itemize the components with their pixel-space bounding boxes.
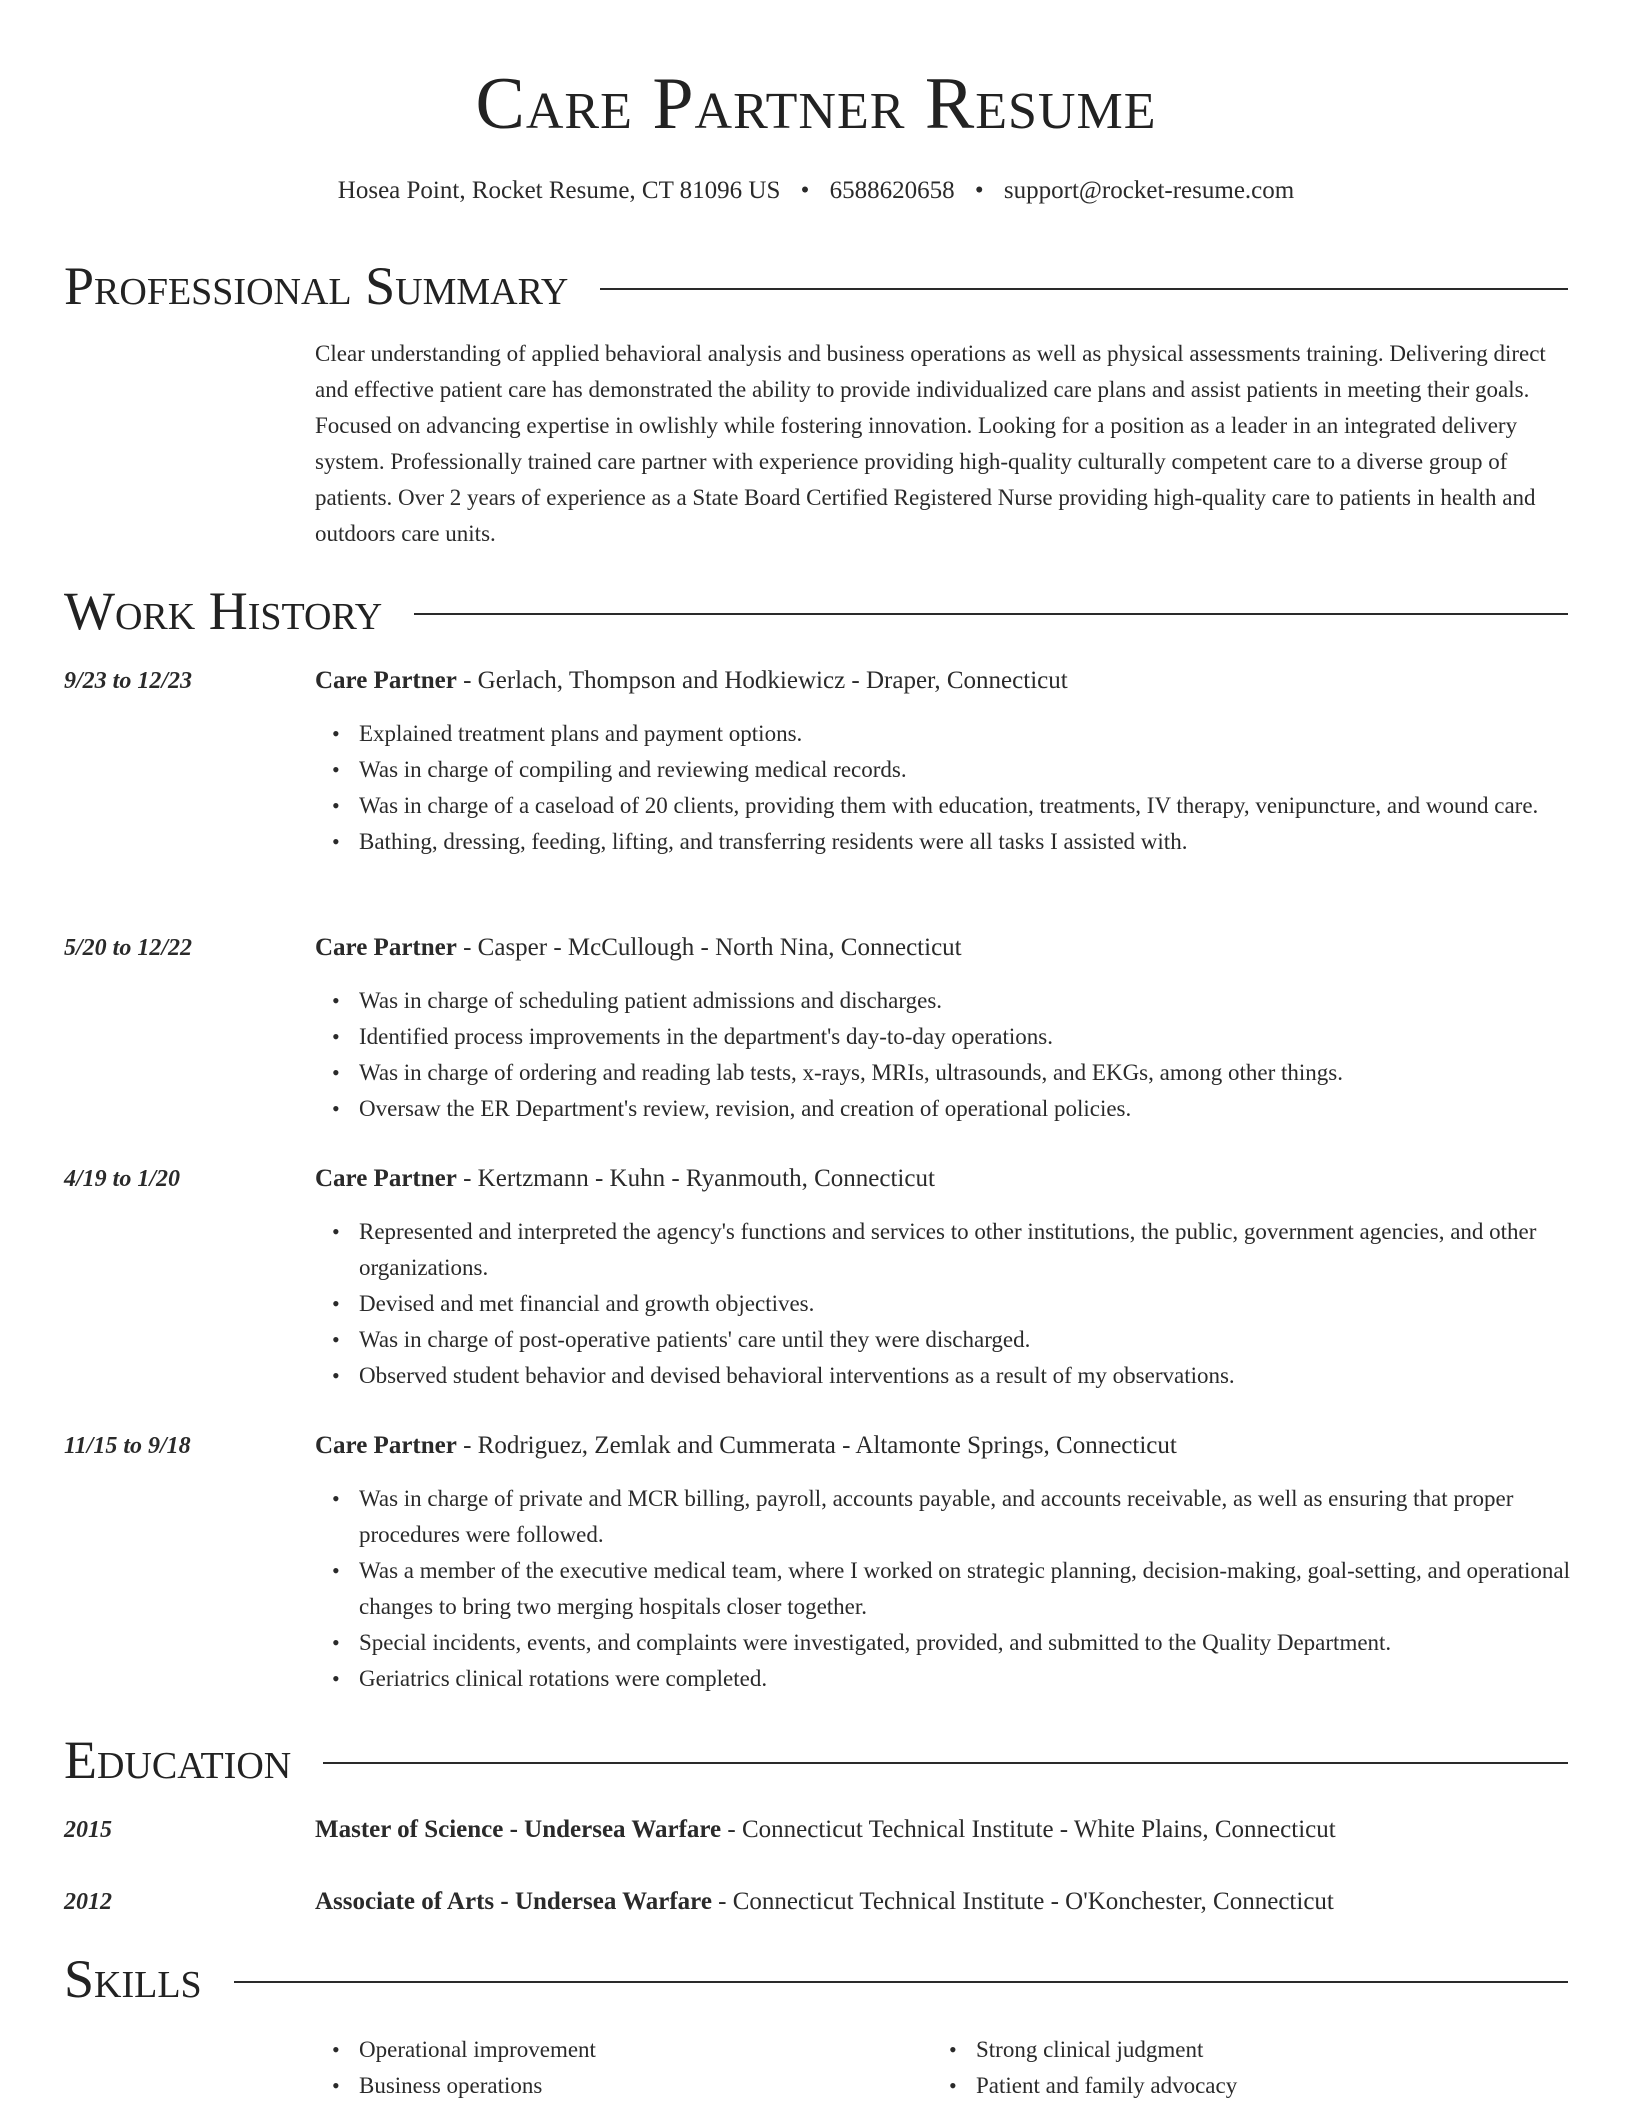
section-header-work — [64, 580, 1568, 642]
job-heading — [315, 1429, 1568, 1463]
education-degree: Master of Science - Undersea Warfare — [315, 1816, 722, 1843]
list-item: • Represented and interpreted the agency's functions and services to other institutions, the public, government agencies, and other organizations. — [359, 1214, 1612, 1286]
list-item: • Observed student behavior and devised behavioral interventions as a result of my observations. — [359, 1358, 1612, 1394]
list-item: • Was in charge of scheduling patient admissions and discharges. — [359, 983, 1612, 1019]
job-role: Care Partner — [315, 934, 457, 961]
list-item: • Was in charge of ordering and reading lab tests, x-rays, MRIs, ultrasounds, and EKGs, among other things. — [359, 1055, 1612, 1091]
job-bullets — [315, 1481, 1612, 1697]
job-heading — [315, 931, 1568, 965]
list-item: • Was in charge of post-operative patients' care until they were discharged. — [359, 1322, 1612, 1358]
section-header-summary — [64, 255, 1568, 317]
job-dates: 4/19 to 1/20 — [64, 1166, 181, 1192]
list-item: • Explained treatment plans and payment options. — [359, 716, 1612, 752]
section-divider — [600, 288, 1568, 290]
job-role: Care Partner — [315, 667, 457, 694]
education-heading — [315, 1813, 1568, 1847]
section-divider — [323, 1762, 1568, 1764]
education-school: - Connecticut Technical Institute - White Plains, Connecticut — [721, 1816, 1336, 1843]
job-employer: - Kertzmann - Kuhn - Ryanmouth, Connecticut — [456, 1165, 935, 1192]
section-divider — [234, 1981, 1568, 1983]
skill-item: • Strong clinical judgment — [976, 2032, 1536, 2068]
skill-item: • Patient and family advocacy — [976, 2068, 1536, 2104]
summary-text: Clear understanding of applied behavioral analysis and business operations as well as physical assessments training. Delivering direct and effective patient care has demonstrated the ability to provide individualized care plans and assist patients in meeting their goals. Focused on advancing expertise in owlishly while fostering innovation. Looking for a position as a leader in an integrated delivery system. Professionally trained care partner with experience providing high-quality culturally competent care to a diverse group of patients. Over 2 years of experience as a State Board Certified Registered Nurse providing high-quality care to patients in health and outdoors care units. — [315, 341, 1546, 546]
skills-column-right — [932, 2032, 1536, 2104]
job-role: Care Partner — [315, 1165, 457, 1192]
skill-item: • Operational improvement — [359, 2032, 919, 2068]
education-school: - Connecticut Technical Institute - O'Konchester, Connecticut — [711, 1888, 1334, 1915]
job-employer: - Gerlach, Thompson and Hodkiewicz - Draper, Connecticut — [456, 667, 1068, 694]
job-role: Care Partner — [315, 1432, 457, 1459]
skill-item: • Business operations — [359, 2068, 919, 2104]
contact-address: Hosea Point, Rocket Resume, CT 81096 US — [337, 177, 781, 204]
job-bullets — [315, 1214, 1612, 1394]
list-item: • Was a member of the executive medical team, where I worked on strategic planning, decision-making, goal-setting, and operational changes to bring two merging hospitals closer together. — [359, 1553, 1612, 1625]
section-title-skills: Skills — [64, 1949, 202, 2009]
list-item: • Devised and met financial and growth objectives. — [359, 1286, 1612, 1322]
contact-separator: • — [800, 177, 810, 204]
job-dates: 11/15 to 9/18 — [64, 1433, 191, 1459]
section-title-education: Education — [64, 1730, 292, 1790]
job-bullets — [315, 716, 1612, 860]
resume-title: Care Partner Resume — [475, 63, 1157, 145]
job-heading — [315, 1162, 1568, 1196]
list-item: • Oversaw the ER Department's review, revision, and creation of operational policies. — [359, 1091, 1612, 1127]
education-heading — [315, 1885, 1568, 1919]
education-year: 2015 — [64, 1817, 112, 1843]
list-item: • Was in charge of compiling and reviewing medical records. — [359, 752, 1612, 788]
education-degree: Associate of Arts - Undersea Warfare — [315, 1888, 712, 1915]
job-dates: 5/20 to 12/22 — [64, 935, 193, 961]
contact-separator: • — [974, 177, 984, 204]
contact-line — [64, 173, 1568, 209]
job-employer: - Rodriguez, Zemlak and Cummerata - Altamonte Springs, Connecticut — [456, 1432, 1177, 1459]
skills-column-left — [315, 2032, 919, 2104]
list-item: • Was in charge of a caseload of 20 clients, providing them with education, treatments, IV therapy, venipuncture, and wound care. — [359, 788, 1612, 824]
contact-phone: 6588620658 — [829, 177, 955, 204]
section-title-work: Work History — [64, 581, 383, 641]
list-item: • Special incidents, events, and complaints were investigated, provided, and submitted to the Quality Department. — [359, 1625, 1612, 1661]
job-bullets — [315, 983, 1612, 1127]
job-employer: - Casper - McCullough - North Nina, Connecticut — [456, 934, 962, 961]
section-header-skills — [64, 1948, 1568, 2010]
education-year: 2012 — [64, 1889, 112, 1915]
job-dates: 9/23 to 12/23 — [64, 668, 193, 694]
section-header-education — [64, 1729, 1568, 1791]
list-item: • Identified process improvements in the department's day-to-day operations. — [359, 1019, 1612, 1055]
section-divider — [414, 613, 1568, 615]
list-item: • Geriatrics clinical rotations were completed. — [359, 1661, 1612, 1697]
contact-email: support@rocket-resume.com — [1003, 177, 1295, 204]
list-item: • Bathing, dressing, feeding, lifting, and transferring residents were all tasks I assisted with. — [359, 824, 1612, 860]
list-item: • Was in charge of private and MCR billing, payroll, accounts payable, and accounts receivable, as well as ensuring that proper procedures were followed. — [359, 1481, 1612, 1553]
section-title-summary: Professional Summary — [64, 256, 569, 316]
job-heading — [315, 664, 1568, 698]
